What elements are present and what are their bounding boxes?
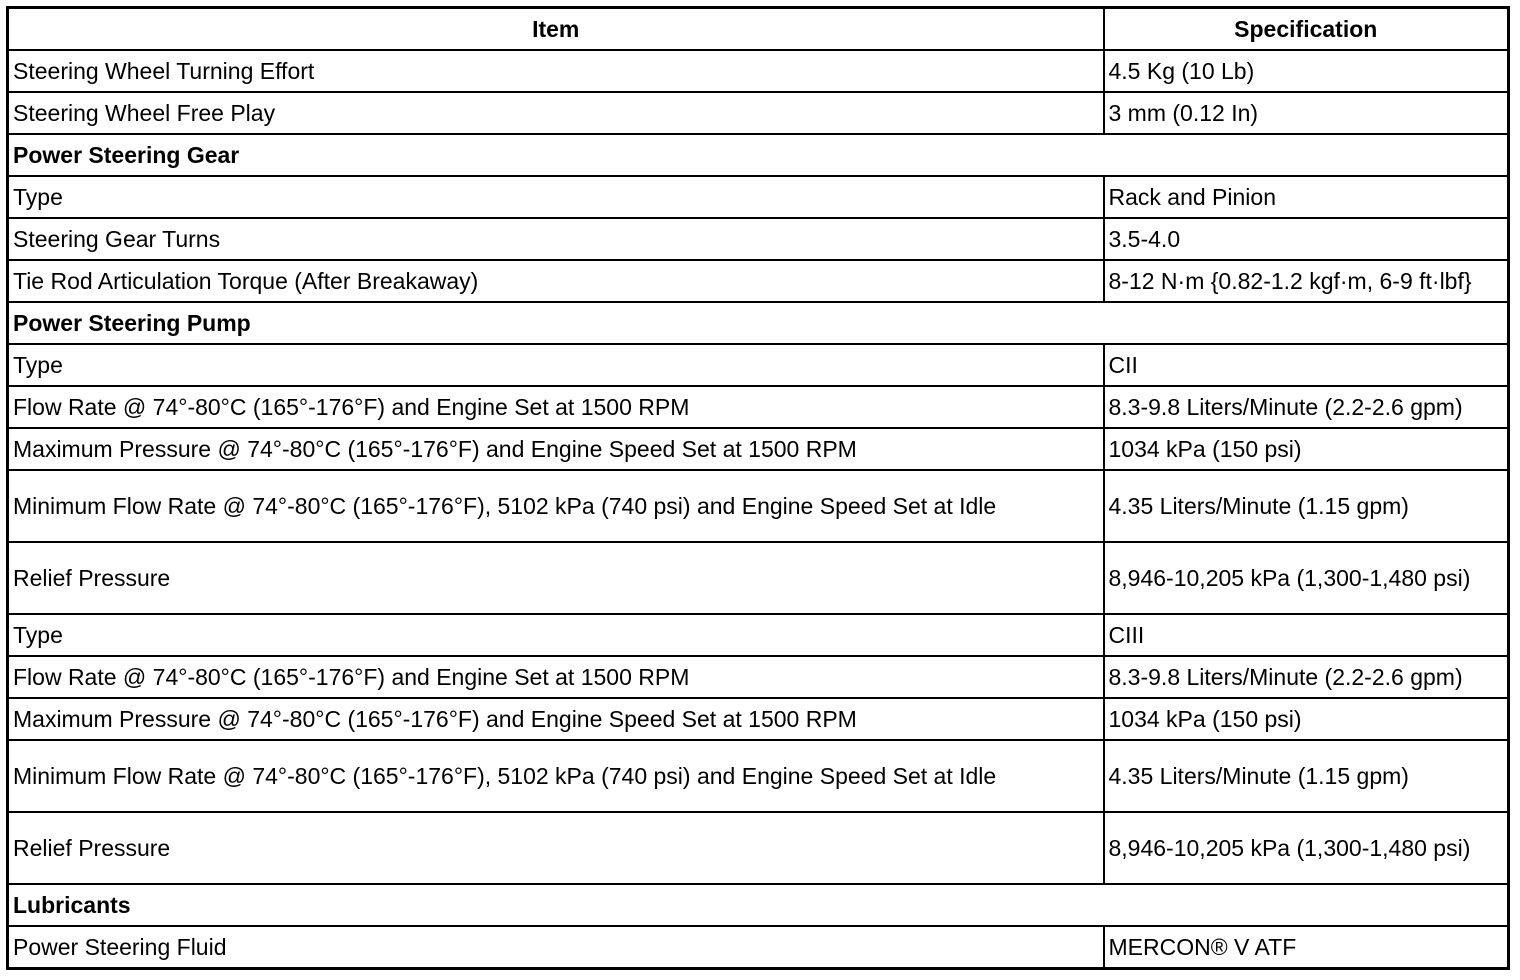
table-row [8,92,1509,134]
table-row [8,542,1509,614]
spec-cell: 1034 kPa (150 psi) [1104,698,1509,740]
item-cell: Maximum Pressure @ 74°-80°C (165°-176°F) and Engine Speed Set at 1500 RPM [8,698,1104,740]
spec-cell: MERCON® V ATF [1104,926,1509,969]
spec-cell: 3.5-4.0 [1104,218,1509,260]
spec-cell: 8,946-10,205 kPa (1,300-1,480 psi) [1104,812,1509,884]
item-cell: Minimum Flow Rate @ 74°-80°C (165°-176°F), 5102 kPa (740 psi) and Engine Speed Set at Idle [8,470,1104,542]
spec-cell: CIII [1104,614,1509,656]
table-row [8,218,1509,260]
section-heading: Power Steering Pump [8,302,1509,344]
table-row [8,698,1509,740]
item-cell: Steering Wheel Free Play [8,92,1104,134]
item-cell: Type [8,344,1104,386]
item-cell: Tie Rod Articulation Torque (After Breakaway) [8,260,1104,302]
spec-cell: 4.35 Liters/Minute (1.15 gpm) [1104,470,1509,542]
table-row [8,50,1509,92]
table-row [8,260,1509,302]
spec-cell: 1034 kPa (150 psi) [1104,428,1509,470]
item-cell: Steering Gear Turns [8,218,1104,260]
section-heading: Lubricants [8,884,1509,926]
item-cell: Maximum Pressure @ 74°-80°C (165°-176°F) and Engine Speed Set at 1500 RPM [8,428,1104,470]
spec-cell: CII [1104,344,1509,386]
table-row [8,656,1509,698]
item-cell: Power Steering Fluid [8,926,1104,969]
item-cell: Minimum Flow Rate @ 74°-80°C (165°-176°F), 5102 kPa (740 psi) and Engine Speed Set at Idle [8,740,1104,812]
spec-cell: 4.5 Kg (10 Lb) [1104,50,1509,92]
spec-cell: 8,946-10,205 kPa (1,300-1,480 psi) [1104,542,1509,614]
item-cell: Steering Wheel Turning Effort [8,50,1104,92]
table-row [8,386,1509,428]
spec-cell: 3 mm (0.12 In) [1104,92,1509,134]
column-header-item: Item [8,8,1104,51]
column-header-specification: Specification [1104,8,1509,51]
section-heading: Power Steering Gear [8,134,1509,176]
header-row [8,8,1509,51]
table-row [8,470,1509,542]
spec-cell: 8-12 N·m {0.82-1.2 kgf·m, 6-9 ft·lbf} [1104,260,1509,302]
item-cell: Flow Rate @ 74°-80°C (165°-176°F) and Engine Set at 1500 RPM [8,386,1104,428]
spec-cell: 8.3-9.8 Liters/Minute (2.2-2.6 gpm) [1104,656,1509,698]
table-row [8,614,1509,656]
item-cell: Relief Pressure [8,812,1104,884]
item-cell: Type [8,176,1104,218]
section-row [8,302,1509,344]
section-row [8,884,1509,926]
table-row [8,926,1509,969]
section-row [8,134,1509,176]
table-row [8,740,1509,812]
specification-table [6,6,1510,970]
item-cell: Type [8,614,1104,656]
table-row [8,428,1509,470]
spec-cell: 8.3-9.8 Liters/Minute (2.2-2.6 gpm) [1104,386,1509,428]
spec-cell: Rack and Pinion [1104,176,1509,218]
item-cell: Relief Pressure [8,542,1104,614]
spec-cell: 4.35 Liters/Minute (1.15 gpm) [1104,740,1509,812]
table-row [8,812,1509,884]
table-row [8,176,1509,218]
item-cell: Flow Rate @ 74°-80°C (165°-176°F) and Engine Set at 1500 RPM [8,656,1104,698]
table-row [8,344,1509,386]
